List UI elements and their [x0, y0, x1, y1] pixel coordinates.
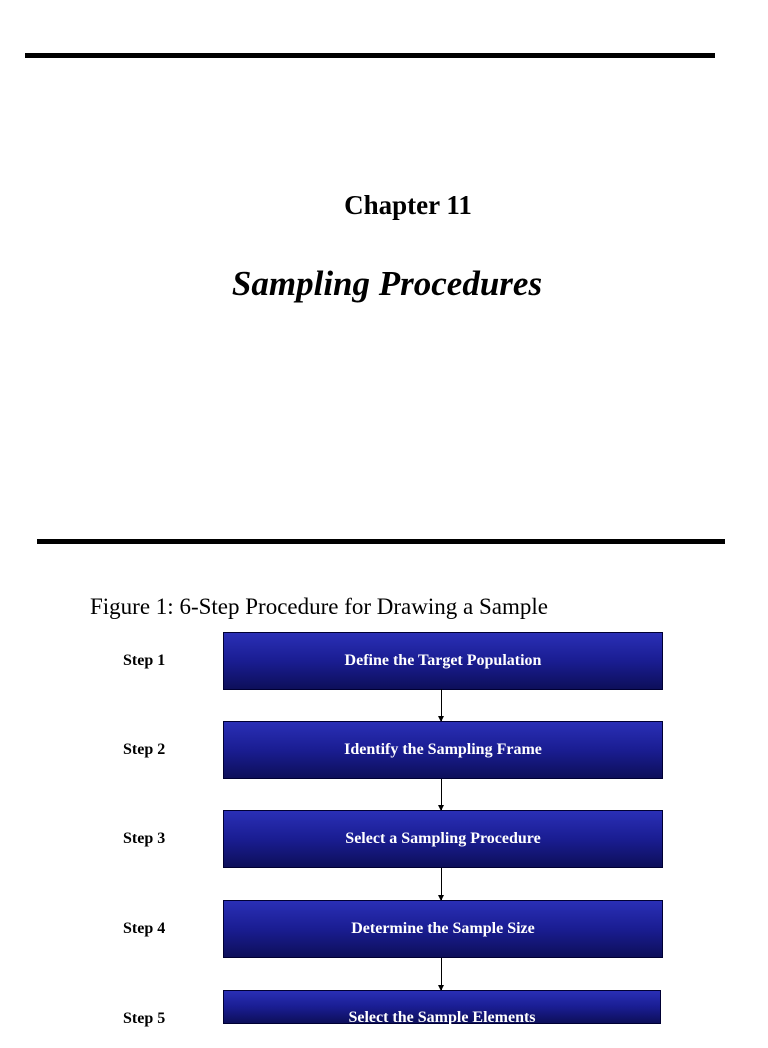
step-row-3 — [0, 810, 768, 868]
top-rule — [25, 53, 715, 58]
down-arrow-icon — [441, 868, 442, 900]
down-arrow-icon — [441, 958, 442, 990]
step-row-1 — [0, 632, 768, 690]
step-label: Step 5 — [123, 1010, 166, 1027]
step-box: Identify the Sampling Frame — [223, 721, 663, 779]
down-arrow-icon — [441, 689, 442, 721]
step-row-5 — [0, 990, 768, 1048]
step-box: Define the Target Population — [223, 632, 663, 690]
step-label: Step 2 — [123, 741, 166, 758]
step-row-4 — [0, 900, 768, 958]
step-label: Step 3 — [123, 830, 166, 847]
chapter-label: Chapter 11 — [344, 190, 472, 220]
step-box: Determine the Sample Size — [223, 900, 663, 958]
step-box: Select the Sample Elements — [223, 990, 661, 1024]
section-rule — [37, 539, 725, 544]
step-box: Select a Sampling Procedure — [223, 810, 663, 868]
step-label: Step 4 — [123, 920, 166, 937]
step-label: Step 1 — [123, 652, 166, 669]
figure-caption: Figure 1: 6-Step Procedure for Drawing a Sample — [90, 594, 548, 619]
down-arrow-icon — [441, 779, 442, 810]
step-row-2 — [0, 721, 768, 779]
chapter-title: Sampling Procedures — [231, 264, 543, 303]
